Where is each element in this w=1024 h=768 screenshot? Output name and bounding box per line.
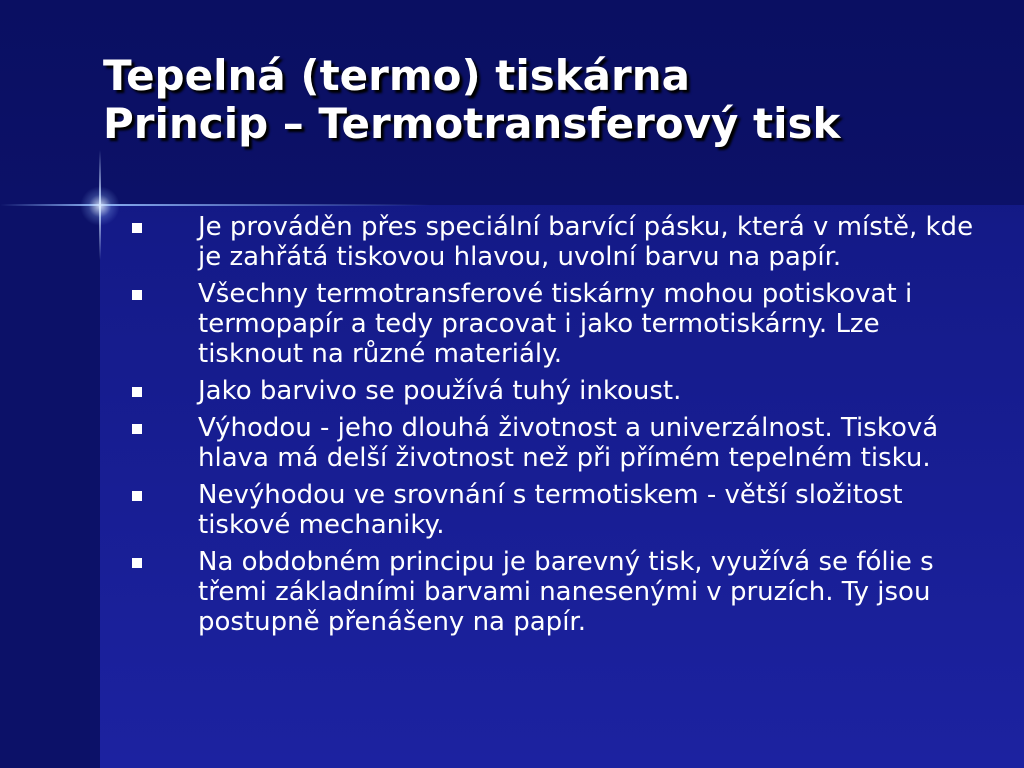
bullet-item — [130, 376, 980, 406]
bullet-text: Všechny termotransferové tiskárny mohou potiskovat i termopapír a tedy pracovat i jako termotiskárny. Lze tisknout na různé materiály. — [198, 279, 913, 369]
bullet-text: Na obdobném principu je barevný tisk, využívá se fólie s třemi základními barvami nanesenými v pruzích. Ty jsou postupně přenášeny na papír. — [198, 547, 934, 637]
square-bullet-icon — [132, 223, 142, 233]
slide-title — [103, 52, 1013, 148]
bullet-text: Nevýhodou ve srovnání s termotiskem - větší složitost tiskové mechaniky. — [198, 480, 903, 540]
light-flare-icon — [80, 186, 120, 226]
square-bullet-icon — [132, 491, 142, 501]
slide-title-line-1: Tepelná (termo) tiskárna — [103, 51, 690, 100]
left-margin-strip — [0, 205, 100, 768]
square-bullet-icon — [132, 387, 142, 397]
horizontal-accent-line — [0, 204, 430, 206]
bullet-item — [130, 212, 980, 272]
square-bullet-icon — [132, 424, 142, 434]
bullet-text: Je prováděn přes speciální barvící pásku, která v místě, kde je zahřátá tiskovou hlavou, uvolní barvu na papír. — [198, 212, 974, 272]
bullet-item — [130, 279, 980, 369]
bullet-list — [130, 212, 980, 644]
bullet-item — [130, 547, 980, 637]
slide-title-line-2: Princip – Termotransferový tisk — [103, 99, 841, 148]
square-bullet-icon — [132, 558, 142, 568]
bullet-text: Jako barvivo se používá tuhý inkoust. — [198, 376, 682, 406]
bullet-item — [130, 413, 980, 473]
bullet-item — [130, 480, 980, 540]
bullet-text: Výhodou - jeho dlouhá životnost a univerzálnost. Tisková hlava má delší životnost než při přímém tepelném tisku. — [198, 413, 939, 473]
square-bullet-icon — [132, 290, 142, 300]
